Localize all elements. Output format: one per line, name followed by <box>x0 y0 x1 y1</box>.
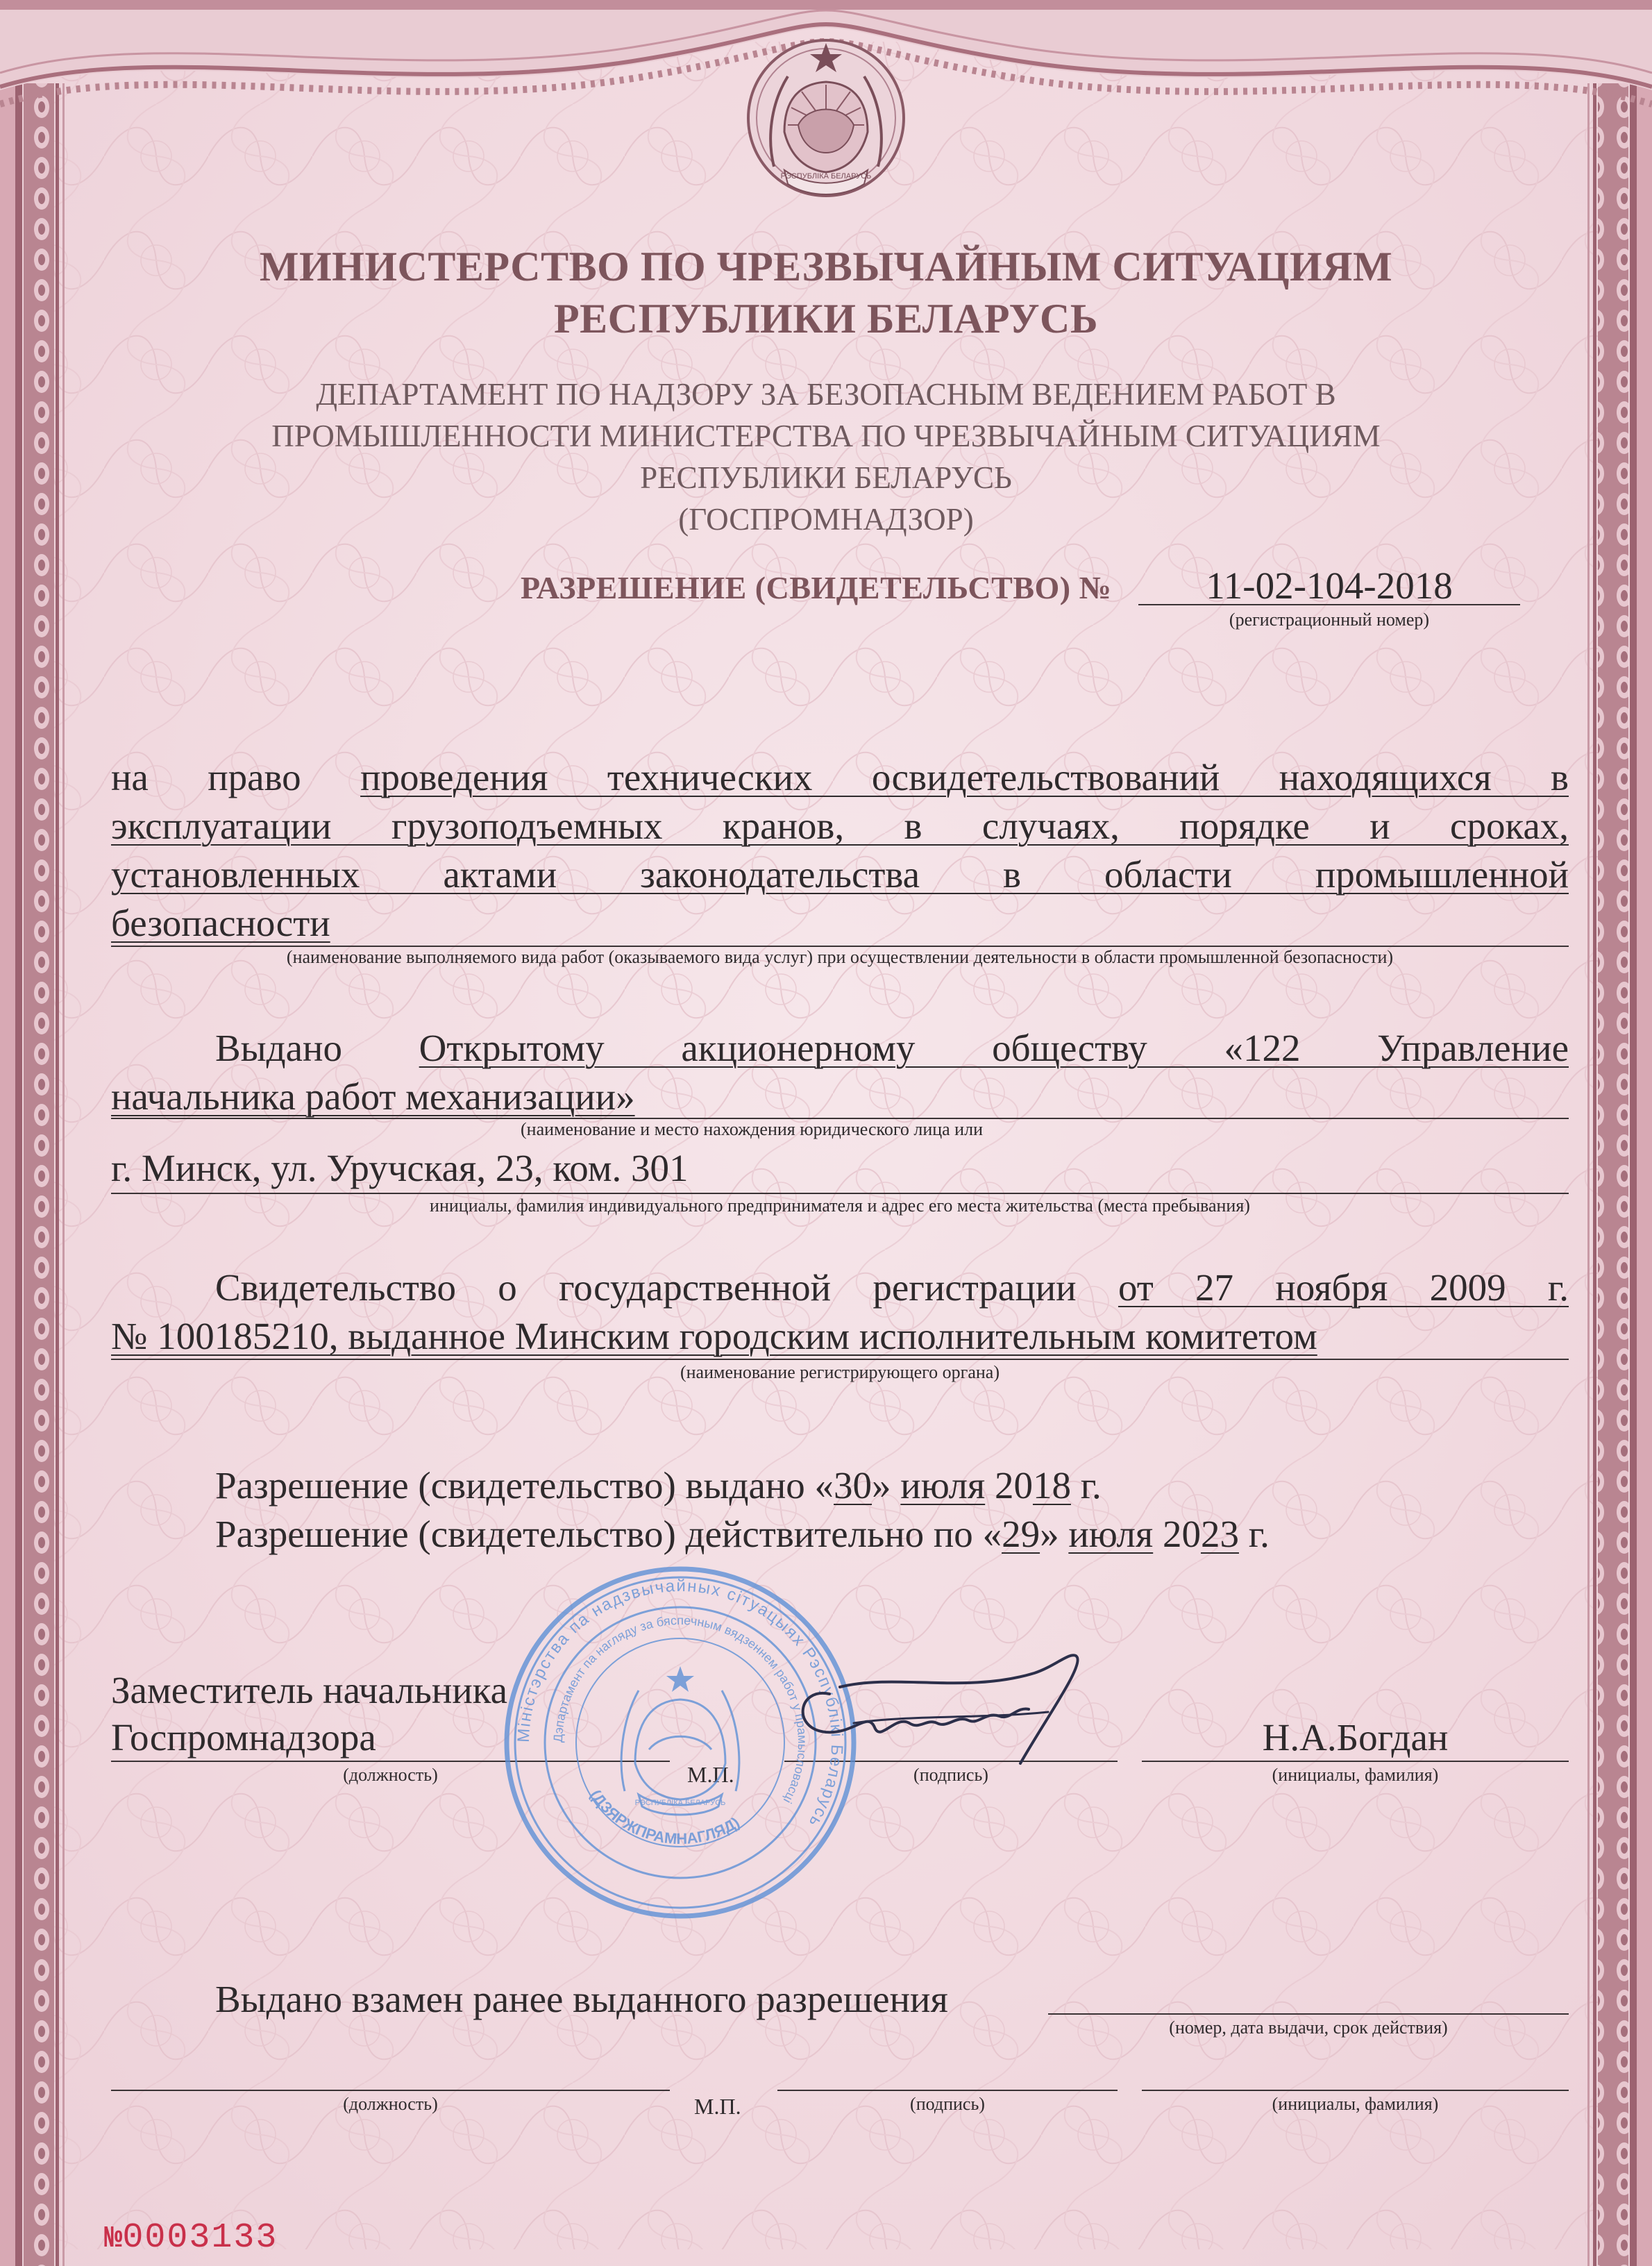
scope-text-line3: установленных актами законодательства в области промышленной <box>111 853 1569 896</box>
permit-number: 11-02-104-2018 <box>1206 564 1453 607</box>
department-line3: РЕСПУБЛИКИ БЕЛАРУСЬ <box>640 460 1012 495</box>
signatory-position-line1: Заместитель начальника <box>111 1669 508 1711</box>
state-emblem-icon <box>746 28 906 208</box>
reissue-signature-caption: (подпись) <box>910 2094 985 2114</box>
reissue-caption: (номер, дата выдачи, срок действия) <box>1169 2017 1448 2038</box>
issued-date-label: Разрешение (свидетельство) выдано <box>215 1464 805 1507</box>
permit-label: РАЗРЕШЕНИЕ (СВИДЕТЕЛЬСТВО) № <box>521 570 1112 605</box>
scope-line1 <box>111 753 1569 802</box>
issued-year-suffix: 18 <box>1032 1464 1071 1507</box>
issued-caption1: (наименование и место нахождения юридического лица или <box>521 1119 983 1139</box>
issued-prefix: Выдано <box>215 1027 342 1069</box>
valid-year-prefix: 20 <box>1162 1513 1201 1555</box>
registration-date: от 27 ноября 2009 г. <box>1118 1266 1569 1309</box>
issued-year-prefix: 20 <box>994 1464 1033 1507</box>
signatory-name: Н.А.Богдан <box>1262 1716 1449 1759</box>
permit-number-caption: (регистрационный номер) <box>1229 610 1430 630</box>
reissue-seal-caption: М.П. <box>694 2094 741 2119</box>
issued-address: г. Минск, ул. Уручская, 23, ком. 301 <box>111 1147 689 1189</box>
signature-image <box>770 1645 1090 1777</box>
department-line4: (ГОСПРОМНАДЗОР) <box>678 502 974 537</box>
issued-day: 30 <box>834 1464 873 1507</box>
issued-line1 <box>111 1024 1569 1073</box>
valid-year-suffix: 23 <box>1200 1513 1239 1555</box>
scope-text-line2: эксплуатации грузоподъемных кранов, в случаях, порядке и сроках, <box>111 805 1569 847</box>
valid-year-g: г. <box>1248 1513 1270 1555</box>
signatory-position-line2: Госпромнадзора <box>111 1716 376 1759</box>
department-line1: ДЕПАРТАМЕНТ ПО НАДЗОРУ ЗА БЕЗОПАСНЫМ ВЕДЕНИЕМ РАБОТ В <box>316 377 1336 412</box>
ministry-title-line1: МИНИСТЕРСТВО ПО ЧРЕЗВЫЧАЙНЫМ СИТУАЦИЯМ <box>259 244 1393 289</box>
issued-date-line: Разрешение (свидетельство) выдано «30» июля 2018 г. <box>215 1464 1102 1507</box>
scope-caption: (наименование выполняемого вида работ (оказываемого вида услуг) при осуществлении деятельности в области промышленной безопасности) <box>286 947 1394 967</box>
seal-caption: М.П. <box>687 1762 734 1787</box>
registration-line1 <box>111 1264 1569 1312</box>
issued-month: июля <box>900 1464 986 1507</box>
scope-text-line1: проведения технических освидетельствований находящихся в <box>360 756 1569 798</box>
stamp-inner-text: Дэпартамент па нагляду за бяспечным вядзеннем работ у прамысловасці <box>550 1613 810 1806</box>
issued-caption2: инициалы, фамилия индивидуального предпринимателя и адрес его места жительства (места пребывания) <box>430 1195 1250 1216</box>
serial-digits: 0003133 <box>122 2218 278 2258</box>
scope-text-line4: безопасности <box>111 902 330 944</box>
signature-caption: (подпись) <box>913 1765 988 1785</box>
issued-year-g: г. <box>1080 1464 1102 1507</box>
reissue-position-caption: (должность) <box>343 2094 438 2114</box>
reissue-label: Выдано взамен ранее выданного разрешения <box>215 1978 948 2020</box>
valid-date-line: Разрешение (свидетельство) действительно по «29» июля 2023 г. <box>215 1513 1270 1555</box>
issued-org-line1: Открытому акционерному обществу «122 Управление <box>419 1027 1569 1069</box>
emblem-ribbon-text: РЭСПУБЛІКА БЕЛАРУСЬ <box>780 172 872 181</box>
scope-prefix: на право <box>111 756 301 798</box>
valid-month: июля <box>1068 1513 1154 1555</box>
ministry-title-line2: РЕСПУБЛИКИ БЕЛАРУСЬ <box>553 296 1099 342</box>
serial-prefix: № <box>104 2222 123 2256</box>
stamp-emblem-ribbon: РЭСПУБЛІКА БЕЛАРУСЬ <box>634 1799 726 1807</box>
signatory-position-caption: (должность) <box>343 1765 438 1785</box>
issued-org-line2: начальника работ механизации» <box>111 1075 635 1118</box>
name-caption: (инициалы, фамилия) <box>1272 1765 1439 1785</box>
reissue-name-caption: (инициалы, фамилия) <box>1272 2094 1439 2114</box>
department-line2: ПРОМЫШЛЕННОСТИ МИНИСТЕРСТВА ПО ЧРЕЗВЫЧАЙНЫМ СИТУАЦИЯМ <box>271 419 1381 453</box>
registration-prefix: Свидетельство о государственной регистрации <box>215 1266 1077 1309</box>
stamp-outer-text: Міністэрства па надзвычайных сітуацыях Рэспублікі Беларусь <box>514 1576 847 1831</box>
valid-day: 29 <box>1002 1513 1040 1555</box>
serial-number <box>104 2218 278 2258</box>
registration-line2: № 100185210, выданное Минским городским исполнительным комитетом <box>111 1315 1317 1357</box>
stamp-bottom-text: (ДЗЯРЖПРАМНАГЛЯД) <box>587 1786 743 1848</box>
registration-caption: (наименование регистрирующего органа) <box>680 1362 1000 1382</box>
valid-date-label: Разрешение (свидетельство) действительно по <box>215 1513 973 1555</box>
